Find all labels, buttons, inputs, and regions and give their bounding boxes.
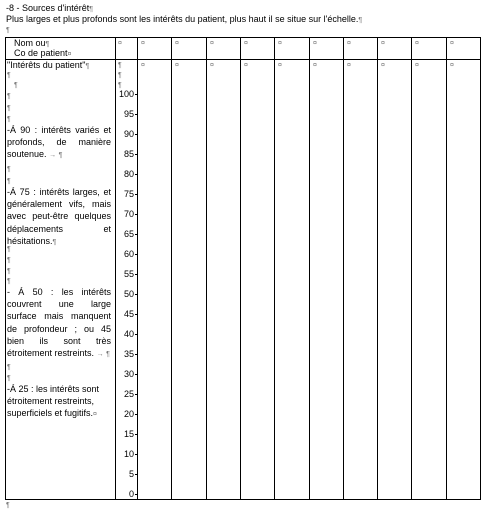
scale-tick [135, 354, 137, 355]
scale-tick [135, 414, 137, 415]
patient-name-cell[interactable]: ¤ [415, 40, 419, 47]
patient-rating-cell[interactable]: ¤ [347, 62, 351, 69]
scale-value: 55 [123, 269, 134, 279]
paragraph-mark: ¶ [6, 27, 10, 34]
scale-value: 5 [128, 469, 134, 479]
descriptor-25: -Á 25 : les intérêts sont étroitement restreints, superficiels et fugitifs.¤ [7, 384, 100, 419]
scale-value: 60 [123, 249, 134, 259]
scale-tick [135, 454, 137, 455]
scale-value: 40 [123, 329, 134, 339]
patient-rating-cell[interactable]: ¤ [244, 62, 248, 69]
scale-value: 30 [123, 369, 134, 379]
paragraph-mark: ¶ [7, 105, 11, 112]
patient-rating-cell[interactable]: ¤ [141, 62, 145, 69]
paragraph-mark: ¶ [7, 166, 11, 173]
patient-name-cell[interactable]: ¤ [313, 40, 317, 47]
patient-name-cell[interactable]: ¤ [210, 40, 214, 47]
patient-column-separator [411, 37, 412, 500]
patient-column-separator [309, 37, 310, 500]
patient-name-cell[interactable]: ¤ [141, 40, 145, 47]
scale-tick [135, 374, 137, 375]
scale-value: 85 [123, 149, 134, 159]
patient-rating-cell[interactable]: ¤ [278, 62, 282, 69]
scale-tick [135, 474, 137, 475]
patient-name-cell[interactable]: ¤ [381, 40, 385, 47]
scale-tick [135, 194, 137, 195]
paragraph-mark: ¶ [7, 93, 11, 100]
scale-value: 10 [123, 449, 134, 459]
scale-value: 0 [128, 489, 134, 499]
scale-header-cell-mark: ¤ [118, 40, 122, 47]
patient-column-separator [446, 37, 447, 500]
patient-rating-cell[interactable]: ¤ [381, 62, 385, 69]
paragraph-mark: ¶ [7, 364, 11, 371]
scale-tick [135, 314, 137, 315]
section-title: -8 - Sources d'intérêt¶ [6, 3, 94, 13]
descriptor-50: - Á 50 : les intérêts couvrent une large surface mais manquent de profondeur ; ou 45 bien ils sont très étroitement restreints. → ¶ [7, 287, 111, 359]
descriptor-90: -Á 90 : intérêts variés et profonds, de manière soutenue. → ¶ [7, 125, 111, 160]
scale-tick [135, 114, 137, 115]
paragraph-mark: ¶ [7, 116, 11, 123]
patient-column-separator [206, 37, 207, 500]
patient-rating-cell[interactable]: ¤ [313, 62, 317, 69]
patient-column-separator [274, 37, 275, 500]
descriptor-75: -Á 75 : intérêts larges, et généralement vifs, mais avec peut-être quelques déplacements et hésitations.¶ [7, 187, 111, 246]
scale-value: 50 [123, 289, 134, 299]
patient-column-separator [377, 37, 378, 500]
patient-rating-cell[interactable]: ¤ [175, 62, 179, 69]
paragraph-mark: ¶ [118, 82, 122, 89]
scale-value: 15 [123, 429, 134, 439]
end-paragraph-mark: ¶ [6, 502, 10, 509]
scale-tick [135, 254, 137, 255]
scale-tick [135, 214, 137, 215]
scale-value: 25 [123, 389, 134, 399]
interests-heading: "Intérêts du patient"¶ [7, 60, 90, 70]
scale-tick [135, 274, 137, 275]
patient-name-cell[interactable]: ¤ [278, 40, 282, 47]
scale-value: 100 [118, 89, 134, 99]
scale-tick [135, 494, 137, 495]
section-subtitle: Plus larges et plus profonds sont les intérêts du patient, plus haut il se situe sur l'échelle.¶ [6, 14, 363, 24]
paragraph-mark: ¶ [7, 278, 11, 285]
paragraph-mark: ¶ [7, 72, 11, 79]
scale-value: 65 [123, 229, 134, 239]
scale-tick [135, 94, 137, 95]
patient-column-separator [240, 37, 241, 500]
patient-code-label: Co de patient¤ [14, 48, 72, 58]
paragraph-mark: ¶ [7, 257, 11, 264]
paragraph-mark: ¶ [7, 268, 11, 275]
scale-value: 70 [123, 209, 134, 219]
scale-value: 95 [123, 109, 134, 119]
patient-name-cell[interactable]: ¤ [347, 40, 351, 47]
scale-value: 35 [123, 349, 134, 359]
patient-rating-cell[interactable]: ¤ [415, 62, 419, 69]
scale-tick [135, 234, 137, 235]
patient-column-separator [343, 37, 344, 500]
scale-column-separator [137, 37, 138, 500]
patient-rating-cell[interactable]: ¤ [210, 62, 214, 69]
scale-tick [135, 334, 137, 335]
scale-tick [135, 134, 137, 135]
scale-value: 90 [123, 129, 134, 139]
patient-rating-cell[interactable]: ¤ [450, 62, 454, 69]
scale-value: 20 [123, 409, 134, 419]
paragraph-mark: ¶ [7, 246, 11, 253]
patient-column-separator [171, 37, 172, 500]
patient-name-cell[interactable]: ¤ [175, 40, 179, 47]
paragraph-mark: ¶ [118, 62, 122, 69]
name-label: Nom ou¶ [14, 38, 50, 48]
patient-name-cell[interactable]: ¤ [450, 40, 454, 47]
scale-value: 75 [123, 189, 134, 199]
scale-tick [135, 174, 137, 175]
patient-name-cell[interactable]: ¤ [244, 40, 248, 47]
paragraph-mark: ¶ [14, 82, 18, 89]
paragraph-mark: ¶ [118, 72, 122, 79]
table-frame [5, 37, 481, 500]
scale-value: 80 [123, 169, 134, 179]
scale-tick [135, 434, 137, 435]
scale-tick [135, 154, 137, 155]
scale-tick [135, 294, 137, 295]
paragraph-mark: ¶ [7, 375, 11, 382]
scale-tick [135, 394, 137, 395]
paragraph-mark: ¶ [7, 178, 11, 185]
scale-value: 45 [123, 309, 134, 319]
